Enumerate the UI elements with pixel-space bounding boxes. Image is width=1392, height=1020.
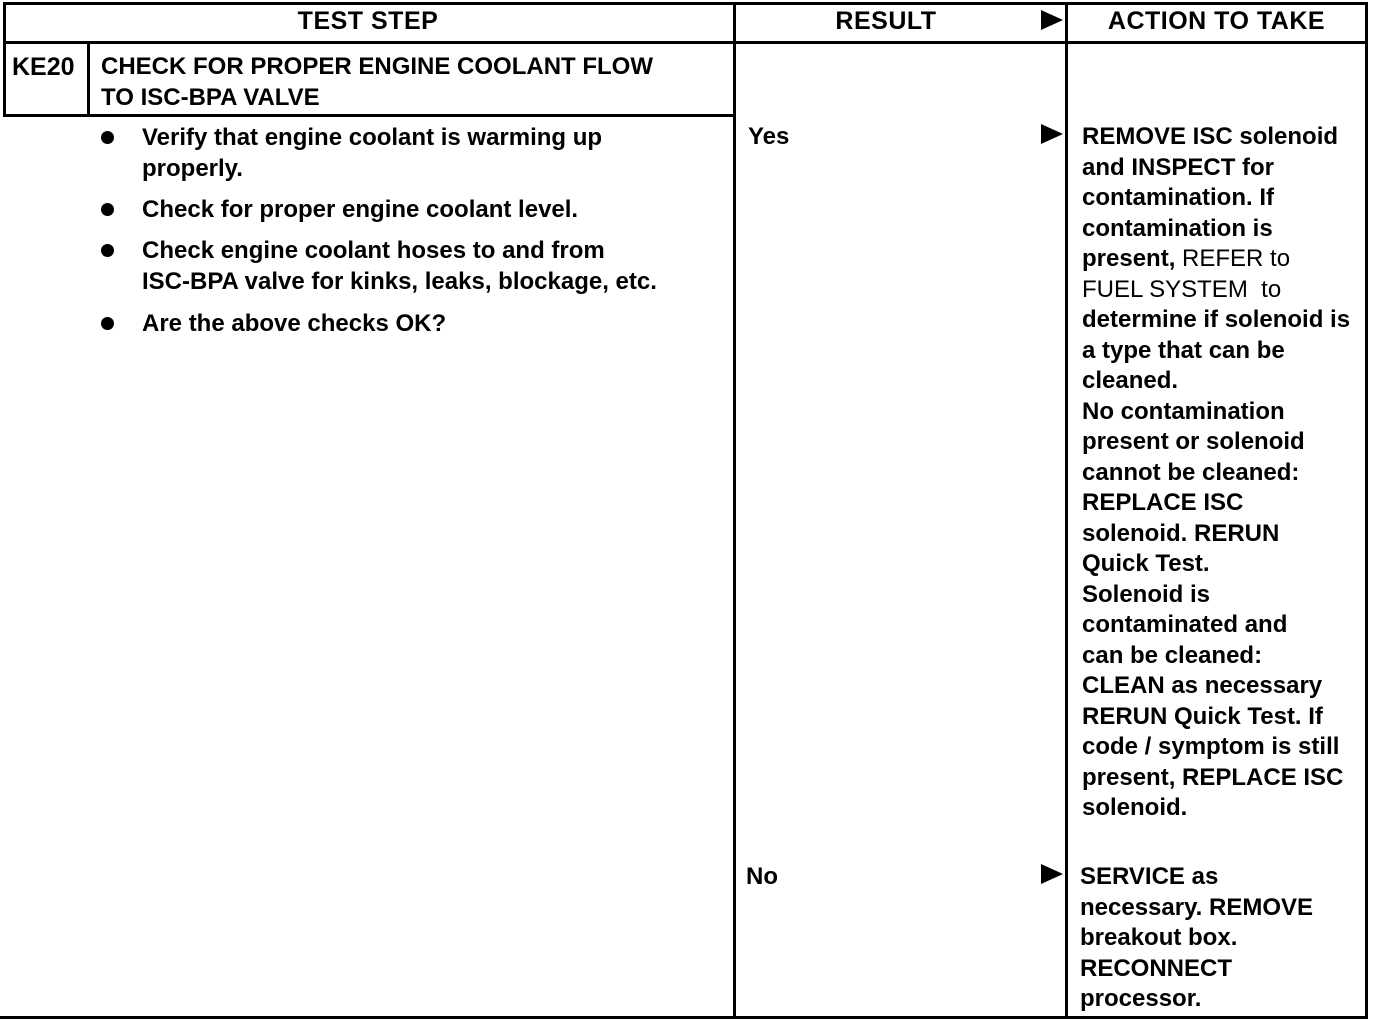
table-bottom-border <box>0 1016 1368 1019</box>
action-yes-line: solenoid. <box>1082 794 1188 821</box>
action-yes-line: REPLACE ISC <box>1082 489 1244 516</box>
step-title <box>101 52 653 113</box>
action-yes <box>1082 122 1350 824</box>
condition-heading: No contamination <box>1082 397 1285 425</box>
action-no-line: breakout box. <box>1080 924 1238 951</box>
action-no-line: necessary. REMOVE <box>1080 893 1314 921</box>
bullet-item-1 <box>142 123 602 184</box>
bullet-item-2-line-1: Check for proper engine coolant level. <box>142 196 579 223</box>
action-yes-line: a type that can be <box>1082 336 1285 364</box>
action-yes-line: cleaned. <box>1082 367 1179 394</box>
action-yes-line: RERUN Quick Test. If <box>1082 702 1323 730</box>
fuel-system-reference: FUEL SYSTEM <box>1082 275 1248 303</box>
result-column-divider <box>733 2 736 1019</box>
bullet-item-3-line-1: Check engine coolant hoses to and from <box>142 237 605 264</box>
bullet-item-1-line-2: properly. <box>142 154 243 182</box>
action-yes-line: present, REPLACE ISC <box>1082 763 1344 791</box>
action-column-divider <box>1065 2 1068 1019</box>
action-yes-segment: present, <box>1082 245 1176 272</box>
yes-arrow-icon <box>1041 124 1063 144</box>
bullet-dot-1 <box>101 131 114 144</box>
bullet-dot-4 <box>101 317 114 330</box>
action-yes-line: REMOVE ISC solenoid <box>1082 123 1339 150</box>
action-yes-line: Quick Test. <box>1082 550 1210 577</box>
bullet-item-3-line-2: ISC-BPA valve for kinks, leaks, blockage, etc. <box>142 267 657 295</box>
header-arrow-icon <box>1041 10 1063 30</box>
header-bottom-border <box>3 41 1368 44</box>
step-title-line-2: TO ISC-BPA VALVE <box>101 83 320 111</box>
action-yes-line: solenoid. RERUN <box>1082 519 1280 547</box>
action-yes-line: contamination. If <box>1082 184 1274 211</box>
refer-to-text: REFER to <box>1182 245 1291 272</box>
action-yes-line: CLEAN as necessary <box>1082 672 1323 699</box>
condition-heading: Solenoid is <box>1082 580 1211 608</box>
bullet-dot-2 <box>101 203 114 216</box>
action-yes-line: code / symptom is still <box>1082 733 1340 760</box>
header-result: RESULT <box>835 7 937 35</box>
condition-heading: contaminated and <box>1082 611 1288 638</box>
result-no: No <box>746 863 778 890</box>
step-title-bottom-border <box>3 114 736 117</box>
bullet-item-4-line-1: Are the above checks OK? <box>142 310 447 337</box>
step-code: KE20 <box>12 53 75 81</box>
action-no-line: processor. <box>1080 985 1202 1012</box>
action-no-line: RECONNECT <box>1080 954 1233 982</box>
action-yes-line <box>1082 244 1350 275</box>
action-yes-line: and INSPECT for <box>1082 153 1275 181</box>
table-right-border <box>1365 2 1368 1019</box>
bullet-item-1-line-1: Verify that engine coolant is warming up <box>142 124 603 151</box>
bullet-item-2 <box>142 195 578 226</box>
header-action-to-take: ACTION TO TAKE <box>1107 7 1326 35</box>
bullet-dot-3 <box>101 244 114 257</box>
action-yes-segment: to <box>1261 275 1282 303</box>
action-yes-line <box>1082 275 1350 306</box>
action-yes-line: contamination is <box>1082 214 1273 242</box>
bullet-item-3 <box>142 236 657 297</box>
step-title-line-1: CHECK FOR PROPER ENGINE COOLANT FLOW <box>101 53 653 80</box>
action-no-line: SERVICE as <box>1080 863 1219 890</box>
action-yes-line: determine if solenoid is <box>1082 306 1351 333</box>
bullet-item-4 <box>142 309 446 340</box>
result-yes: Yes <box>748 123 790 150</box>
no-arrow-icon <box>1041 864 1063 884</box>
header-test-step: TEST STEP <box>297 7 439 35</box>
condition-heading: present or solenoid <box>1082 428 1305 455</box>
condition-heading: cannot be cleaned: <box>1082 458 1300 486</box>
condition-heading: can be cleaned: <box>1082 641 1263 669</box>
table-top-border <box>3 2 1368 5</box>
action-no <box>1080 862 1313 1015</box>
code-divider <box>87 41 90 116</box>
